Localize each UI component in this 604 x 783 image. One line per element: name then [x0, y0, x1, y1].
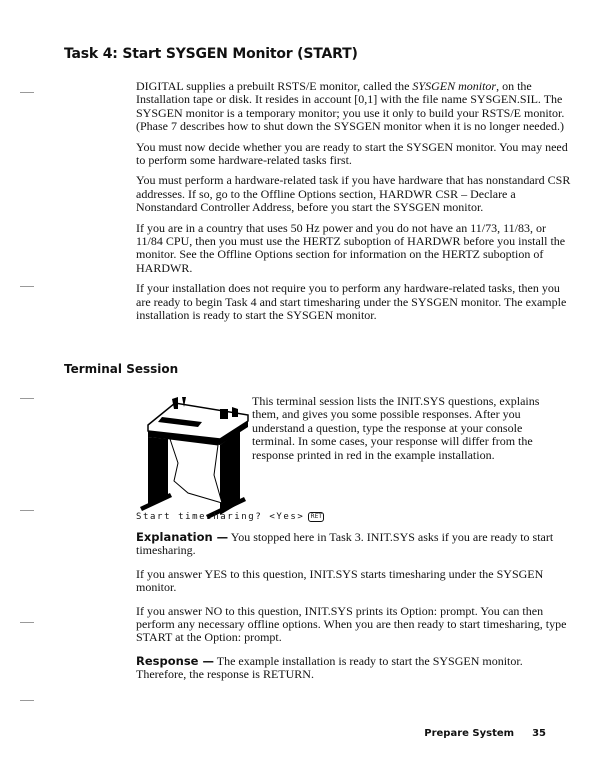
scan-mark	[20, 510, 34, 511]
scan-mark	[20, 398, 34, 399]
page-number: 35	[532, 728, 546, 739]
paragraph: Response — The example installation is ready to start the SYSGEN monitor. Therefore, the response is RETURN.	[136, 653, 523, 682]
scan-mark	[20, 622, 34, 623]
scan-mark	[20, 92, 34, 93]
scan-mark	[20, 286, 34, 287]
footer-section: Prepare System	[424, 728, 515, 739]
paragraph: Explanation — You stopped here in Task 3. INIT.SYS asks if you are ready to start timesharing.	[136, 530, 554, 558]
paragraph: If your installation does not require you to perform any hardware-related tasks, then you are ready to begin Task 4 and start timesharing under the SYSGEN monitor. The example installation is ready to start the SYSGEN monitor.	[136, 281, 567, 323]
section-heading: Terminal Session	[64, 362, 179, 376]
paragraph: If you are in a country that uses 50 Hz power and you do not have an 11/73, 11/83, or 11/84 CPU, then you must use the HERTZ suboption of HARDWR before you install the monitor. See the Offline Options section for information on the HERTZ suboption of HARDWR.	[136, 220, 566, 275]
terminal-illustration	[140, 385, 252, 520]
page-title: Task 4: Start SYSGEN Monitor (START)	[64, 46, 358, 62]
paragraph: If you answer NO to this question, INIT.SYS prints its Option: prompt. You can then perform any necessary offline options. When you are then ready to start timesharing, type START at the Option: prompt.	[136, 603, 567, 645]
paragraph: If you answer YES to this question, INIT.SYS starts timesharing under the SYSGEN monitor.	[136, 566, 544, 595]
return-key-icon: RET	[310, 513, 323, 520]
paragraph: You must now decide whether you are ready to start the SYSGEN monitor. You may need to perform some hardware-related tasks first.	[136, 139, 568, 168]
scan-mark	[20, 700, 34, 701]
session-description: This terminal session lists the INIT.SYS questions, explains them, and gives you some possible responses. After you understand a question, type the response at your console terminal. In some cases, your response will differ from the response printed in red in the example installation.	[252, 394, 540, 462]
explanation-section	[136, 531, 572, 692]
paragraph: You must perform a hardware-related task if you have hardware that has nonstandard CSR addresses. If so, go to the Offline Options section, HARDWR CSR – Declare a Nonstandard Controller Address, before you start the SYSGEN monitor.	[136, 173, 571, 215]
terminal-prompt: Start timesharing? <Yes> RET	[136, 512, 323, 522]
intro-section	[136, 80, 572, 330]
paragraph: DIGITAL supplies a prebuilt RSTS/E monitor, called the SYSGEN monitor, on the Installation tape or disk. It resides in account [0,1] with the file name SYSGEN.SIL. The SYSGEN monitor is a temporary monitor; you use it only to build your RSTS/E monitor. (Phase 7 describes how to shut down the SYSGEN monitor when it is no longer needed.)	[136, 79, 565, 134]
page-footer	[406, 727, 546, 740]
